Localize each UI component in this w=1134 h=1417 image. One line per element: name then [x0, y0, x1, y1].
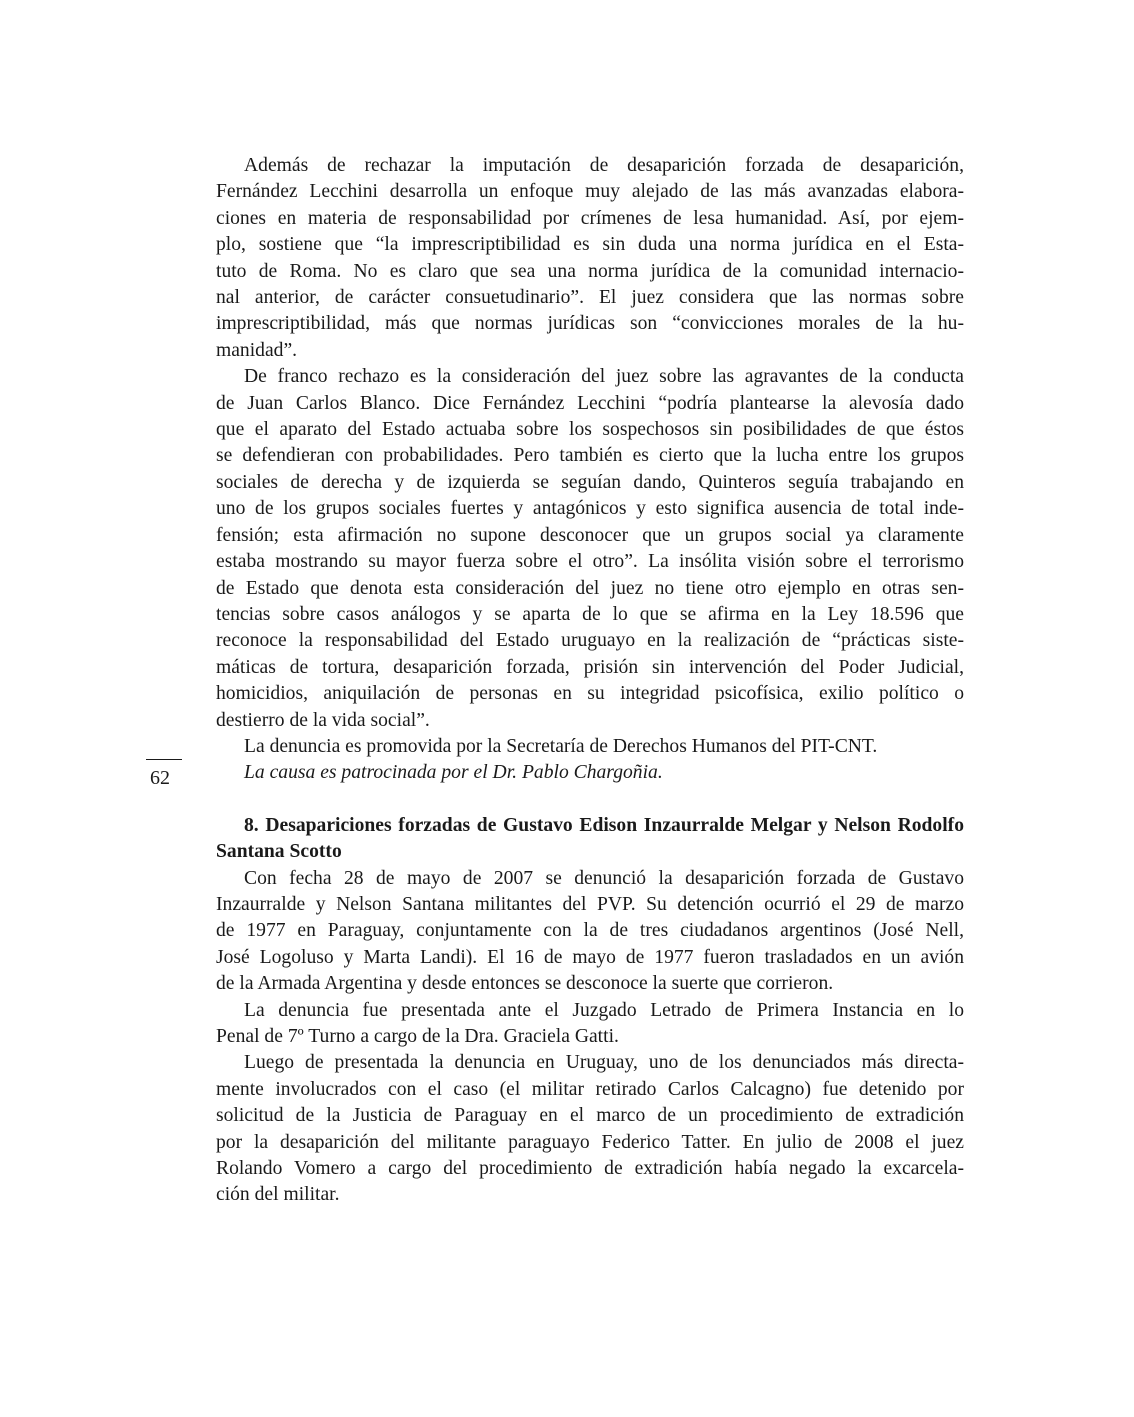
text-line: La causa es patrocinada por el Dr. Pablo Chargoñia.: [244, 762, 663, 784]
text-line: imprescriptibilidad, más que normas jurídicas son “convicciones morales de la hu-: [216, 313, 964, 335]
heading-line: 8. Desapariciones forzadas de Gustavo Edison Inzaurralde Melgar y Nelson Rodolfo: [244, 814, 964, 836]
section-spacer: [216, 787, 964, 813]
text-line: plo, sostiene que “la imprescriptibilidad es sin duda una norma jurídica en el Esta-: [216, 234, 964, 256]
text-line: de Estado que denota esta consideración del juez no tiene otro ejemplo en otras sen-: [216, 577, 964, 599]
text-line: Con fecha 28 de mayo de 2007 se denunció la desaparición forzada de Gustavo: [244, 867, 964, 889]
paragraph: [216, 998, 964, 1051]
paragraph: [216, 364, 964, 734]
text-line: Fernández Lecchini desarrolla un enfoque muy alejado de las más avanzadas elabora-: [216, 181, 964, 203]
text-line: que el aparato del Estado actuaba sobre los sospechosos sin posibilidades de que éstos: [216, 419, 964, 441]
page-number-rule: [146, 759, 182, 760]
paragraph: [216, 153, 964, 364]
paragraph: [216, 1050, 964, 1208]
text-line: de 1977 en Paraguay, conjuntamente con la de tres ciudadanos argentinos (José Nell,: [216, 920, 964, 942]
text-line: mente involucrados con el caso (el militar retirado Carlos Calcagno) fue detenido por: [216, 1078, 964, 1100]
text-line: por la desaparición del militante paraguayo Federico Tatter. En julio de 2008 el juez: [216, 1131, 964, 1153]
page-number: 62: [150, 767, 170, 789]
text-line: ciones en materia de responsabilidad por crímenes de lesa humanidad. Así, por ejem-: [216, 207, 964, 229]
text-line: sociales de derecha y de izquierda se seguían dando, Quinteros seguía trabajando en: [216, 471, 964, 493]
text-line: homicidios, aniquilación de personas en su integridad psicofísica, exilio político o: [216, 683, 964, 705]
text-line: Además de rechazar la imputación de desaparición forzada de desaparición,: [244, 155, 964, 176]
text-line: se defendieran con probabilidades. Pero también es cierto que la lucha entre los grupos: [216, 445, 964, 467]
text-line: Rolando Vomero a cargo del procedimiento de extradición había negado la excarcela-: [216, 1158, 964, 1180]
paragraph: [216, 734, 964, 760]
text-line: ción del militar.: [216, 1184, 340, 1206]
text-line: destierro de la vida social”.: [216, 709, 430, 731]
text-line: estaba mostrando su mayor fuerza sobre el otro”. La insólita visión sobre el terrorismo: [216, 551, 964, 573]
text-line: Inzaurralde y Nelson Santana militantes del PVP. Su detención ocurrió el 29 de marzo: [216, 893, 964, 915]
text-line: fensión; esta afirmación no supone desconocer que un grupos social ya claramente: [216, 524, 964, 546]
text-line: tuto de Roma. No es claro que sea una norma jurídica de la comunidad internacio-: [216, 260, 964, 282]
page-body: [216, 153, 964, 1209]
text-line: La denuncia fue presentada ante el Juzgado Letrado de Primera Instancia en lo: [244, 999, 964, 1021]
heading-line: Santana Scotto: [216, 841, 342, 863]
text-line: Luego de presentada la denuncia en Uruguay, uno de los denunciados más directa-: [244, 1052, 964, 1074]
text-line: máticas de tortura, desaparición forzada, prisión sin intervención del Poder Judicial,: [216, 656, 964, 678]
text-line: La denuncia es promovida por la Secretaría de Derechos Humanos del PIT-CNT.: [244, 735, 878, 757]
text-line: nal anterior, de carácter consuetudinario”. El juez considera que las normas sobre: [216, 287, 964, 309]
text-line: José Logoluso y Marta Landi). El 16 de mayo de 1977 fueron trasladados en un avión: [216, 946, 964, 968]
paragraph: [216, 866, 964, 998]
text-line: De franco rechazo es la consideración del juez sobre las agravantes de la conducta: [244, 366, 964, 388]
text-line: reconoce la responsabilidad del Estado uruguayo en la realización de “prácticas siste-: [216, 630, 964, 652]
text-line: manidad”.: [216, 339, 298, 361]
paragraph-italic: [216, 760, 964, 786]
section-heading: [216, 813, 964, 866]
text-line: de la Armada Argentina y desde entonces se desconoce la suerte que corrieron.: [216, 973, 834, 995]
text-line: solicitud de la Justicia de Paraguay en el marco de un procedimiento de extradición: [216, 1105, 964, 1127]
text-line: Penal de 7º Turno a cargo de la Dra. Graciela Gatti.: [216, 1026, 619, 1047]
text-line: uno de los grupos sociales fuertes y antagónicos y esto significa ausencia de total inde-: [216, 498, 964, 520]
text-line: tencias sobre casos análogos y se aparta de lo que se afirma en la Ley 18.596 que: [216, 603, 964, 625]
text-line: de Juan Carlos Blanco. Dice Fernández Lecchini “podría plantearse la alevosía dado: [216, 392, 964, 414]
